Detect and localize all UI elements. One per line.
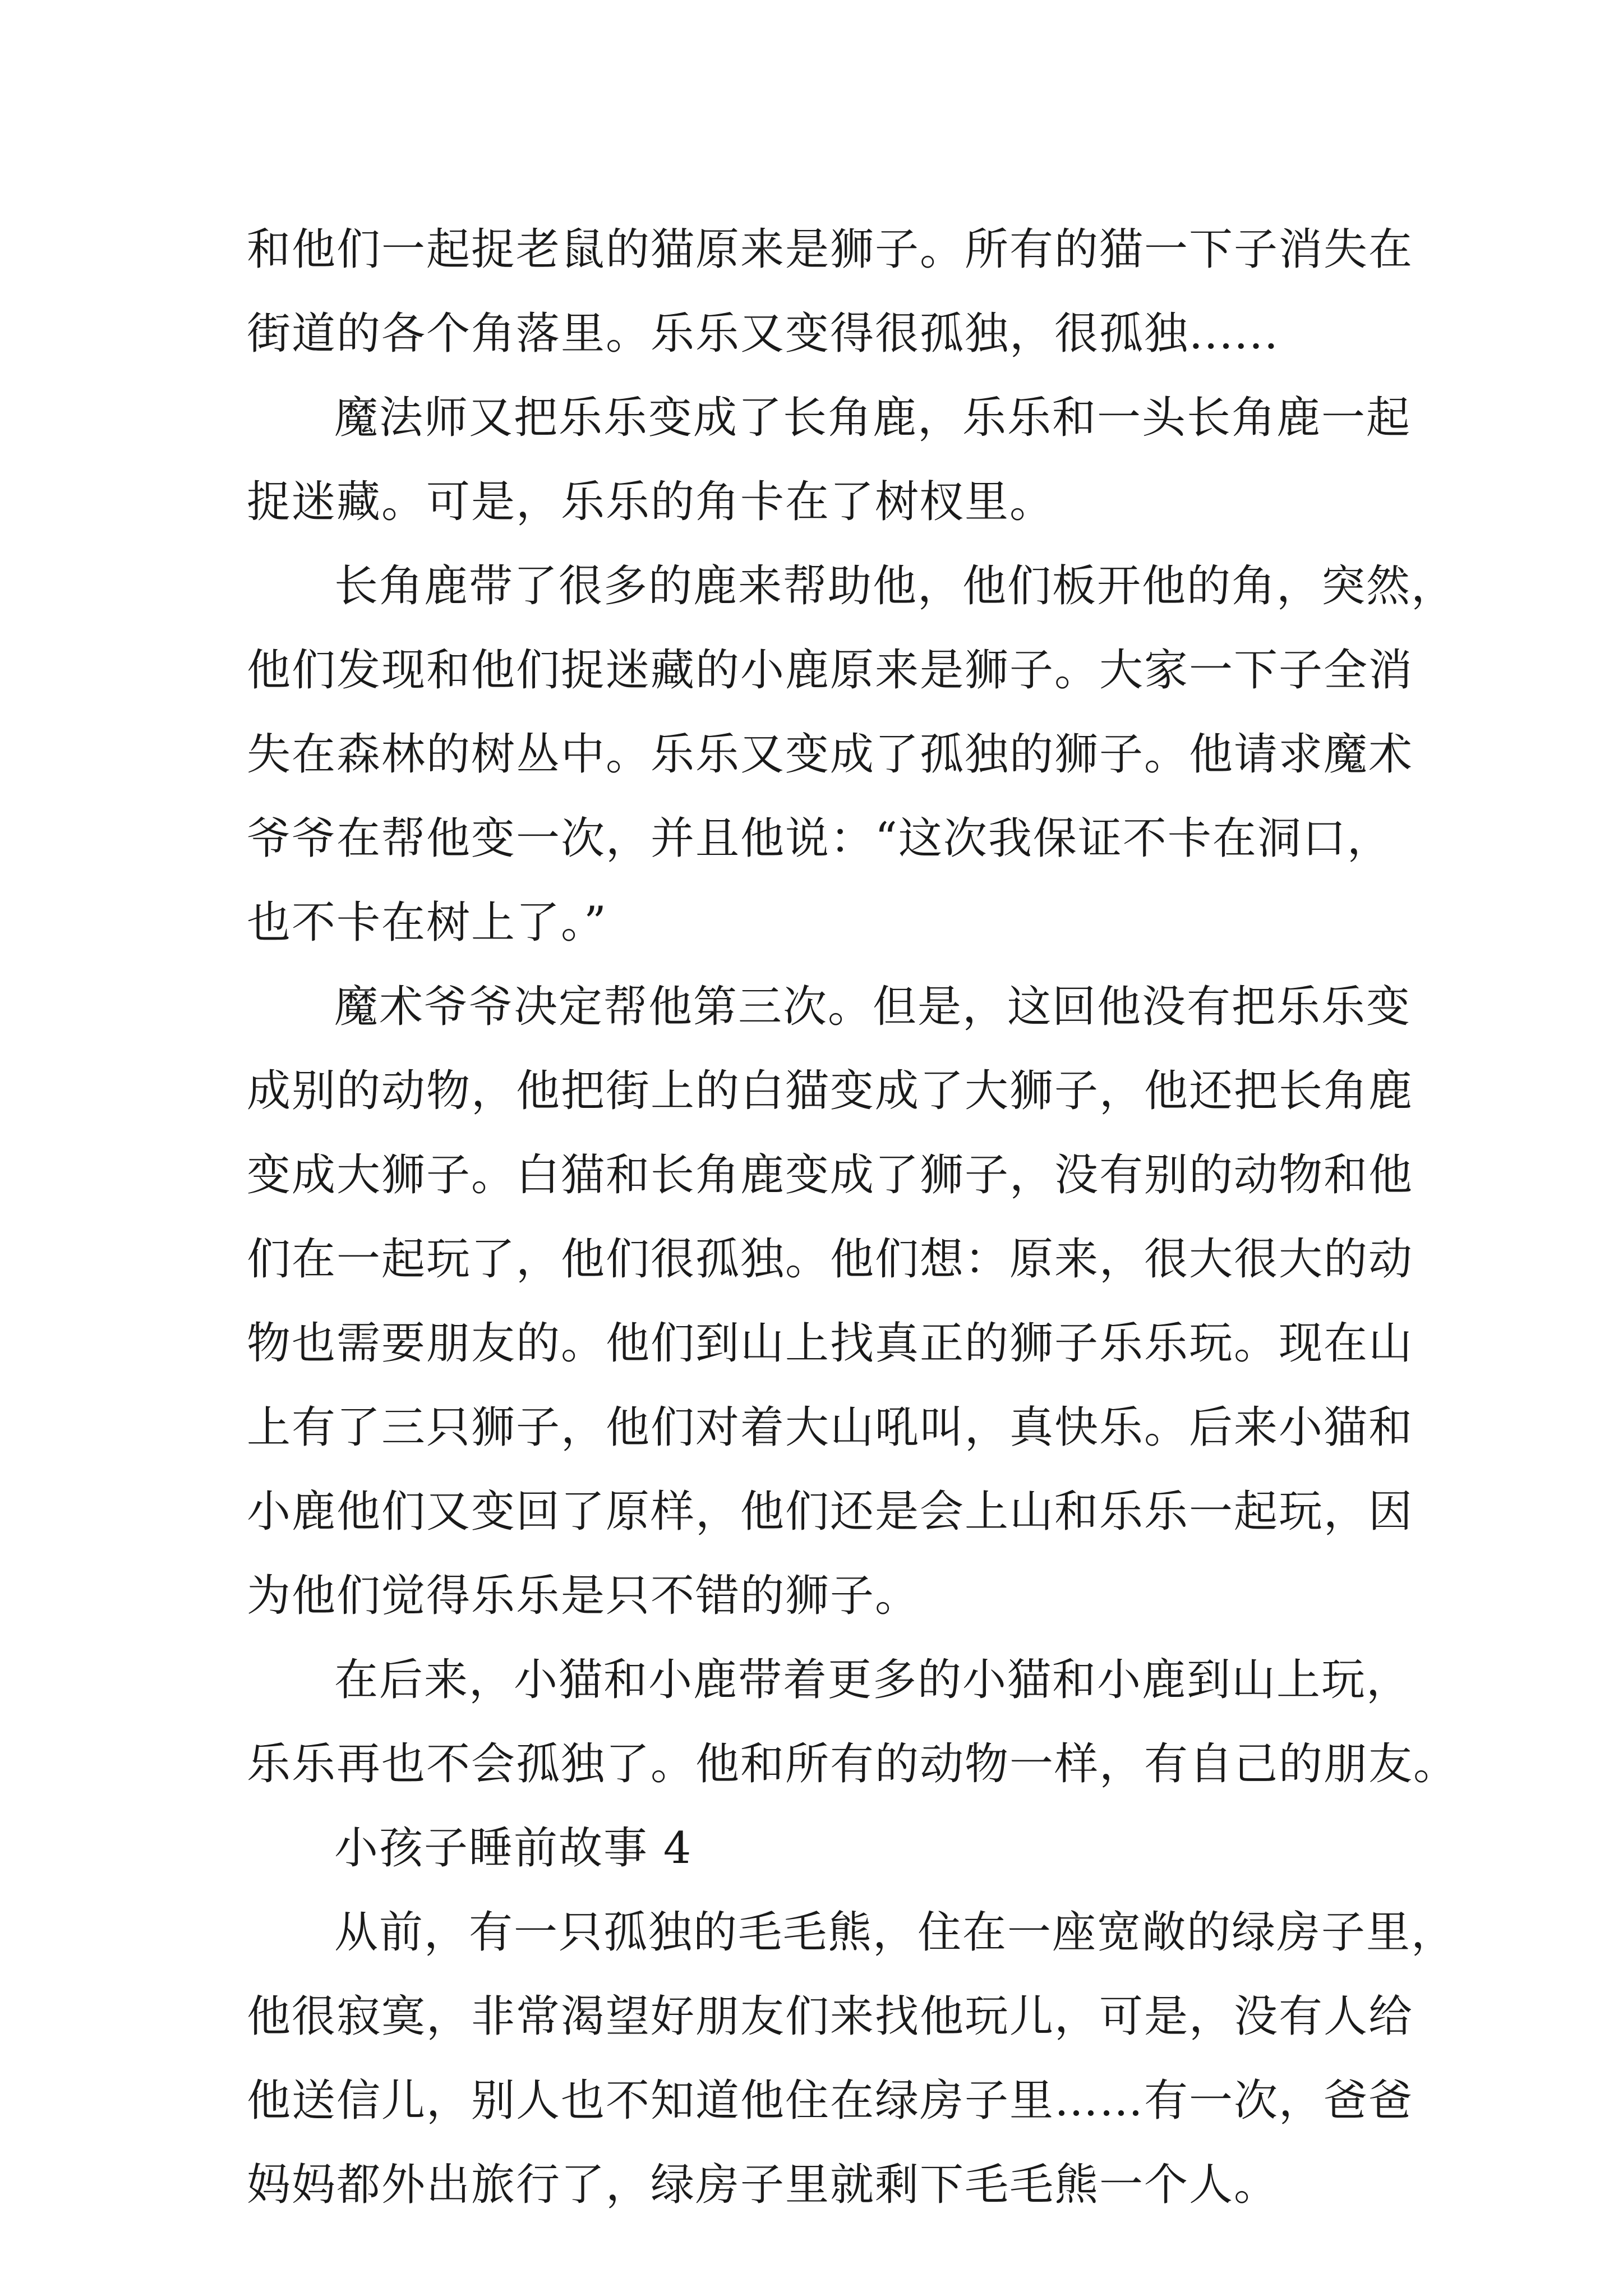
- text-line: 变成大狮子。白猫和长角鹿变成了狮子，没有别的动物和他: [247, 1150, 1414, 1200]
- text-line: 他们发现和他们捉迷藏的小鹿原来是狮子。大家一下子全消: [247, 645, 1414, 696]
- text-line: 街道的各个角落里。乐乐又变得很孤独，很孤独......: [247, 309, 1279, 359]
- text-line: 他很寂寞，非常渴望好朋友们来找他玩儿，可是，没有人给: [247, 1991, 1414, 2042]
- text-line: 捉迷藏。可是，乐乐的角卡在了树杈里。: [247, 477, 1055, 527]
- text-line: 们在一起玩了，他们很孤独。他们想：原来，很大很大的动: [247, 1234, 1414, 1285]
- text-line: 物也需要朋友的。他们到山上找真正的狮子乐乐玩。现在山: [247, 1318, 1414, 1369]
- text-line: 和他们一起捉老鼠的猫原来是狮子。所有的猫一下子消失在: [247, 224, 1414, 275]
- text-line: 小鹿他们又变回了原样，他们还是会上山和乐乐一起玩，因: [247, 1487, 1414, 1537]
- text-line: 从前，有一只孤独的毛毛熊，住在一座宽敞的绿房子里，: [334, 1907, 1456, 1958]
- text-line: 也不卡在树上了。”: [247, 898, 607, 948]
- text-line: 成别的动物，他把街上的白猫变成了大狮子，他还把长角鹿: [247, 1066, 1414, 1116]
- text-line: 爷爷在帮他变一次，并且他说：“这次我保证不卡在洞口，: [247, 813, 1392, 864]
- text-line: 乐乐再也不会孤独了。他和所有的动物一样，有自己的朋友。: [247, 1739, 1459, 1789]
- text-line: 妈妈都外出旅行了，绿房子里就剩下毛毛熊一个人。: [247, 2160, 1279, 2210]
- text-line: 魔术爷爷决定帮他第三次。但是，这回他没有把乐乐变: [334, 982, 1412, 1032]
- text-line: 他送信儿，别人也不知道他住在绿房子里……有一次，爸爸: [247, 2076, 1414, 2126]
- text-line: 为他们觉得乐乐是只不错的狮子。: [247, 1571, 920, 1621]
- story-text: [247, 208, 1459, 2227]
- text-line: 上有了三只狮子，他们对着大山吼叫，真快乐。后来小猫和: [247, 1402, 1414, 1453]
- section-heading: 小孩子睡前故事 4: [334, 1823, 693, 1874]
- text-line: 在后来，小猫和小鹿带着更多的小猫和小鹿到山上玩，: [334, 1655, 1412, 1705]
- text-line: 长角鹿带了很多的鹿来帮助他，他们板开他的角，突然，: [334, 561, 1456, 611]
- text-line: 魔法师又把乐乐变成了长角鹿，乐乐和一头长角鹿一起: [334, 393, 1412, 443]
- text-line: 失在森林的树丛中。乐乐又变成了孤独的狮子。他请求魔术: [247, 729, 1414, 780]
